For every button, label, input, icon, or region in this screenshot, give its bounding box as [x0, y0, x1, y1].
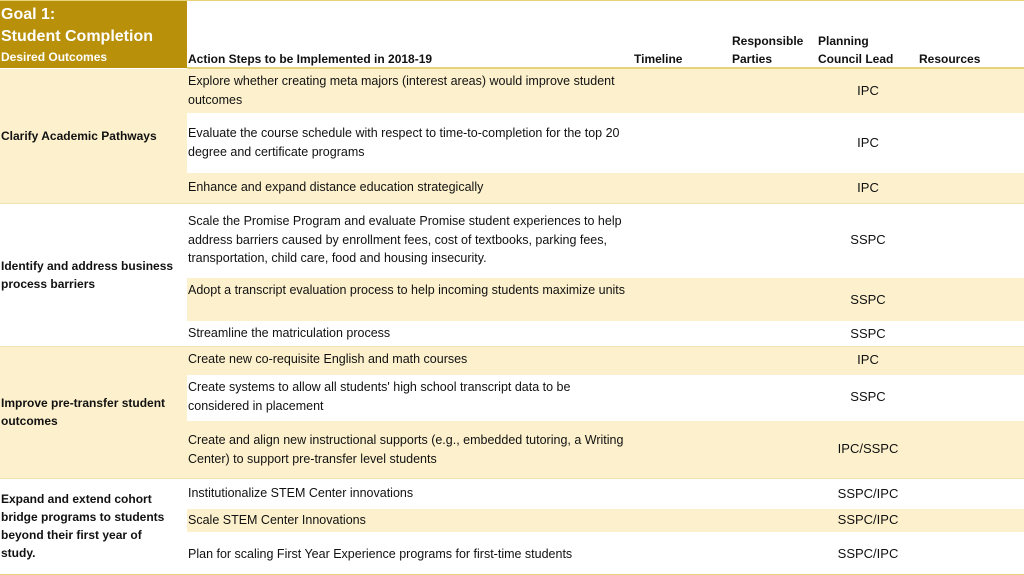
planning-council-lead: IPC: [857, 352, 879, 367]
resources-header: Resources: [919, 52, 981, 66]
planning-council-lead: SSPC/IPC: [837, 486, 899, 501]
action-step: Institutionalize STEM Center innovations: [188, 486, 414, 500]
planning-council-lead: IPC/SSPC: [837, 441, 899, 456]
action-step: Create and align new instructional supports (e.g., embedded tutoring, a Writing Center) to support pre-transfer level students: [188, 433, 624, 466]
desired-outcome: [0, 69, 187, 203]
planning-council-lead: IPC: [857, 83, 879, 98]
planning-council-lead: SSPC/IPC: [837, 546, 899, 561]
action-step: Streamline the matriculation process: [188, 326, 391, 340]
desired-outcome: [0, 203, 187, 346]
planning-council-lead: IPC: [857, 135, 879, 150]
desired-outcome-label: Identify and address business process barriers: [1, 258, 174, 291]
planning-council-lead: SSPC: [850, 326, 886, 341]
group-divider: [0, 478, 1024, 479]
planning-council-lead: SSPC: [850, 232, 886, 247]
action-step: Adopt a transcript evaluation process to help incoming students maximize units: [188, 283, 626, 297]
planning-council-lead-header: Planning Council Lead: [818, 34, 894, 66]
action-step: Scale STEM Center Innovations: [188, 513, 366, 527]
desired-outcome: [0, 346, 187, 478]
group-divider: [0, 346, 1024, 347]
desired-outcomes-header: Desired Outcomes: [1, 50, 108, 64]
planning-council-lead: SSPC/IPC: [837, 512, 899, 527]
planning-council-lead: IPC: [857, 180, 879, 195]
action-steps-header: Action Steps to be Implemented in 2018-19: [188, 52, 433, 66]
action-step: Create new co-requisite English and math courses: [188, 352, 468, 366]
responsible-parties-header: Responsible Parties: [732, 34, 804, 66]
group-divider: [0, 203, 1024, 204]
desired-outcome-label: Clarify Academic Pathways: [1, 129, 157, 143]
action-step: Explore whether creating meta majors (interest areas) would improve student outcomes: [188, 74, 615, 107]
action-step: Scale the Promise Program and evaluate Promise student experiences to help address barriers caused by enrollment fees, cost of textbooks, parking fees, transportation, child care, food and housing insecurity.: [188, 214, 622, 265]
action-step: Enhance and expand distance education strategically: [188, 180, 484, 194]
goal-header: [0, 1, 187, 68]
timeline-header: Timeline: [634, 52, 683, 66]
goal-title-text: Goal 1: Student Completion: [1, 6, 153, 45]
action-step: Plan for scaling First Year Experience programs for first-time students: [188, 547, 573, 561]
planning-council-lead: SSPC: [850, 389, 886, 404]
goal-title: [1, 4, 187, 48]
action-step: Evaluate the course schedule with respect to time-to-completion for the top 20 degree and certificate programs: [188, 126, 620, 159]
action-step: Create systems to allow all students' high school transcript data to be considered in placement: [188, 380, 571, 413]
desired-outcome-label: Expand and extend cohort bridge programs to students beyond their first year of study.: [1, 492, 165, 560]
desired-outcome: [0, 478, 187, 574]
desired-outcome-label: Improve pre-transfer student outcomes: [1, 396, 166, 428]
planning-council-lead: SSPC: [850, 292, 886, 307]
